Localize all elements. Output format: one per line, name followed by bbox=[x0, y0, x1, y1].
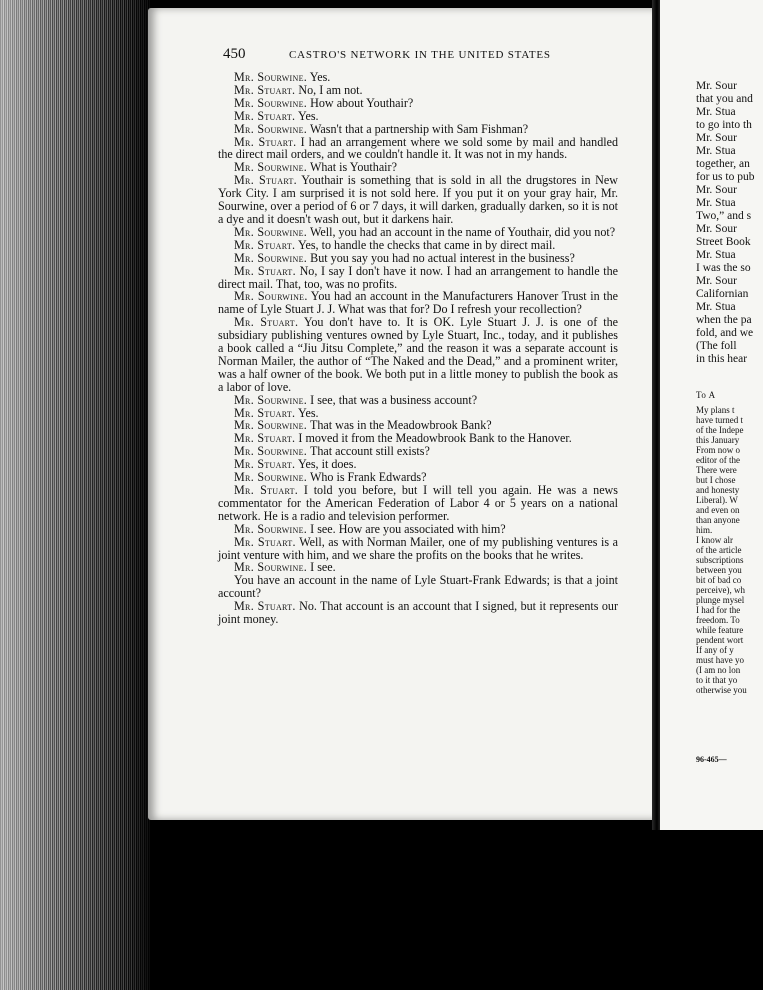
speaker-name: Mr. Stuart. bbox=[234, 405, 296, 420]
statement-text: Who is Frank Edwards? bbox=[309, 470, 427, 485]
statement-text: You don't have to. It is OK. Lyle Stuart J. J. is one of the subsidiary publishing ventures owned by Lyle Stuart, Inc., today, and it publishes a book called a “Jiu Jitsu Complete,” and the reason it was a separate account is Norman Mailer, the author of “The Naked and the Dead,” and a prominent writer, was a half owner of the book. We both put in a little money to publish the book as a labor of love. bbox=[218, 315, 618, 394]
right-page-small-line: My plans t bbox=[696, 405, 735, 415]
speaker-name: Mr. Sourwine. bbox=[234, 560, 308, 575]
speaker-name: Mr. Stuart. bbox=[234, 134, 297, 149]
statement-text: Yes, to handle the checks that came in by direct mail. bbox=[297, 237, 556, 252]
statement-text: Yes. bbox=[297, 108, 319, 123]
statement-text: That was in the Meadowbrook Bank? bbox=[309, 418, 492, 433]
speaker-name: Mr. Stuart. bbox=[234, 534, 296, 549]
statement-text: Well, as with Norman Mailer, one of my publishing ventures is a joint venture with him, and we share the profits on the books that he writes. bbox=[218, 534, 618, 562]
right-page-small-line: and honesty bbox=[696, 485, 740, 495]
speaker-name: Mr. Sourwine. bbox=[234, 418, 308, 433]
statement-text: Wasn't that a partnership with Sam Fishman? bbox=[309, 121, 529, 136]
speaker-name: Mr. Sourwine. bbox=[234, 70, 308, 84]
right-page-footer: 96-465— bbox=[696, 755, 727, 764]
speaker-name: Mr. Sourwine. bbox=[234, 224, 308, 239]
speaker-name: Mr. Stuart. bbox=[234, 263, 296, 278]
speaker-name: Mr. Sourwine. bbox=[234, 250, 308, 265]
right-page-line: (The foll bbox=[696, 340, 737, 352]
statement-text: You have an account in the name of Lyle Stuart-Frank Edwards; is that a joint account? bbox=[218, 573, 618, 601]
speaker-name: Mr. Sourwine. bbox=[234, 444, 308, 459]
statement-text: I had an arrangement where we sold some by mail and handled the direct mail orders, and we couldn't handle it. It was not in my hands. bbox=[218, 134, 619, 162]
statement-text: But you say you had no actual interest in the business? bbox=[310, 250, 575, 265]
right-page bbox=[660, 0, 763, 830]
speaker-name: Mr. Sourwine. bbox=[234, 289, 308, 304]
speaker-name: Mr. Stuart. bbox=[234, 173, 298, 188]
right-page-line: Mr. Sour bbox=[696, 223, 737, 235]
testimony-text bbox=[218, 71, 618, 626]
testimony-paragraph bbox=[218, 600, 618, 626]
right-page-line: Mr. Sour bbox=[696, 132, 737, 144]
right-page-line: when the pa bbox=[696, 314, 752, 326]
speaker-name: Mr. Sourwine. bbox=[234, 160, 308, 175]
testimony-paragraph bbox=[218, 316, 618, 393]
right-page-small-line: while feature bbox=[696, 625, 744, 635]
right-page-line: fold, and we bbox=[696, 327, 754, 339]
right-page-small-line: Liberal). W bbox=[696, 495, 738, 505]
right-page-line: Two,” and s bbox=[696, 210, 752, 222]
statement-text: Youthair is something that is sold in all the drugstores in New York City. I am surprised it is not sold here. If you put it on your gray hair, Mr. Sourwine, over a period of 6 or 7 days, it will darken, gradually darken, so it is not a dye and it doesn't wash out, but it darkens hair. bbox=[218, 173, 619, 226]
right-page-small-line: of the Indepe bbox=[696, 425, 744, 435]
right-page-line: for us to pub bbox=[696, 171, 755, 183]
speaker-name: Mr. Stuart. bbox=[234, 483, 299, 497]
statement-text: You had an account in the Manufacturers Hanover Trust in the name of Lyle Stuart J. J. What was that for? Do I refresh your recollection? bbox=[218, 289, 618, 317]
right-page-small-line: There were bbox=[696, 465, 737, 475]
statement-text: How about Youthair? bbox=[310, 95, 414, 110]
right-page-small-line: this January bbox=[696, 435, 740, 445]
speaker-name: Mr. Sourwine. bbox=[234, 95, 308, 110]
speaker-name: Mr. Stuart. bbox=[234, 237, 296, 252]
speaker-name: Mr. Sourwine. bbox=[234, 392, 308, 407]
right-page-small-line: otherwise you bbox=[696, 685, 747, 695]
statement-text: I told you before, but I will tell you again. He was a news commentator for the American Federation of Labor 4 or 5 years on a national network. He is a radio and television performer. bbox=[218, 483, 618, 523]
page-header bbox=[223, 46, 643, 63]
testimony-paragraph bbox=[218, 574, 618, 600]
testimony-paragraph bbox=[218, 536, 618, 562]
testimony-paragraph bbox=[218, 484, 618, 523]
right-page-small-line: and even on bbox=[696, 505, 740, 515]
statement-text: Yes. bbox=[297, 405, 319, 420]
speaker-name: Mr. Stuart. bbox=[234, 599, 296, 614]
testimony-paragraph bbox=[218, 174, 618, 226]
right-page-small-line: of the article bbox=[696, 545, 742, 555]
right-page-line: together, an bbox=[696, 158, 750, 170]
right-page-line: Californian bbox=[696, 288, 749, 300]
right-page-line: Mr. Sour bbox=[696, 275, 737, 287]
right-page-line: Mr. Stua bbox=[696, 249, 736, 261]
speaker-name: Mr. Stuart. bbox=[234, 431, 296, 446]
right-page-line: Mr. Sour bbox=[696, 184, 737, 196]
right-page-small-line: To A bbox=[696, 390, 716, 400]
speaker-name: Mr. Stuart. bbox=[234, 108, 296, 123]
speaker-name: Mr. Stuart. bbox=[234, 82, 296, 97]
right-page-small-line: have turned t bbox=[696, 415, 743, 425]
speaker-name: Mr. Stuart. bbox=[234, 315, 299, 330]
speaker-name: Mr. Sourwine. bbox=[234, 521, 308, 536]
statement-text: No, I am not. bbox=[298, 82, 363, 97]
right-page-small-line: but I chose bbox=[696, 475, 736, 485]
right-page-small-line: to it that yo bbox=[696, 675, 738, 685]
right-page-line: Mr. Stua bbox=[696, 301, 736, 313]
scanner-edge bbox=[0, 0, 150, 990]
statement-text: I see. How are you associated with him? bbox=[310, 521, 506, 536]
right-page-small-line: him. bbox=[696, 525, 713, 535]
statement-text: No, I say I don't have it now. I had an arrangement to handle the direct mail. That, too, was no profits. bbox=[218, 263, 618, 291]
right-page-line: in this hear bbox=[696, 353, 748, 365]
right-page-small-line: must have yo bbox=[696, 655, 744, 665]
right-page-line: Mr. Stua bbox=[696, 106, 736, 118]
right-page-small-line: If any of y bbox=[696, 645, 734, 655]
right-page-line: Street Book bbox=[696, 236, 751, 248]
right-page-small-line: I had for the bbox=[696, 605, 741, 615]
left-page bbox=[148, 8, 653, 820]
statement-text: I see, that was a business account? bbox=[310, 392, 478, 407]
right-page-small-line: bit of bad co bbox=[696, 575, 742, 585]
right-page-line: that you and bbox=[696, 93, 753, 105]
statement-text: That account still exists? bbox=[309, 444, 430, 459]
right-page-line: Mr. Stua bbox=[696, 145, 736, 157]
testimony-paragraph bbox=[218, 136, 618, 162]
speaker-name: Mr. Stuart. bbox=[234, 457, 296, 472]
testimony-paragraph bbox=[218, 265, 618, 291]
right-page-small-line: perceive), wh bbox=[696, 585, 745, 595]
right-page-small-line: freedom. To bbox=[696, 615, 740, 625]
testimony-paragraph bbox=[218, 290, 618, 316]
right-page-line: to go into th bbox=[696, 119, 752, 131]
page-number: 450 bbox=[223, 46, 246, 62]
right-page-small-line: subscriptions bbox=[696, 555, 744, 565]
statement-text: Yes. bbox=[309, 70, 331, 84]
statement-text: No. That account is an account that I signed, but it represents our joint money. bbox=[218, 599, 618, 627]
right-page-line: I was the so bbox=[696, 262, 751, 274]
statement-text: I moved it from the Meadowbrook Bank to the Hanover. bbox=[298, 431, 572, 446]
right-page-small-line: (I am no lon bbox=[696, 665, 741, 675]
right-page-small-line: than anyone bbox=[696, 515, 740, 525]
right-page-small-line: editor of the bbox=[696, 455, 740, 465]
right-page-small-line: I know alr bbox=[696, 535, 733, 545]
right-page-line: Mr. Stua bbox=[696, 197, 736, 209]
statement-text: Well, you had an account in the name of Youthair, did you not? bbox=[309, 224, 616, 239]
right-page-small-line: plunge mysel bbox=[696, 595, 745, 605]
speaker-name: Mr. Sourwine. bbox=[234, 470, 308, 485]
statement-text: What is Youthair? bbox=[309, 160, 397, 175]
right-page-line: Mr. Sour bbox=[696, 80, 737, 92]
statement-text: I see. bbox=[310, 560, 336, 575]
right-page-small-line: pendent wort bbox=[696, 635, 744, 645]
running-title: CASTRO'S NETWORK IN THE UNITED STATES bbox=[289, 49, 551, 61]
speaker-name: Mr. Sourwine. bbox=[234, 121, 308, 136]
right-page-small-line: between you bbox=[696, 565, 742, 575]
statement-text: Yes, it does. bbox=[297, 457, 357, 472]
right-page-small-line: From now o bbox=[696, 445, 741, 455]
